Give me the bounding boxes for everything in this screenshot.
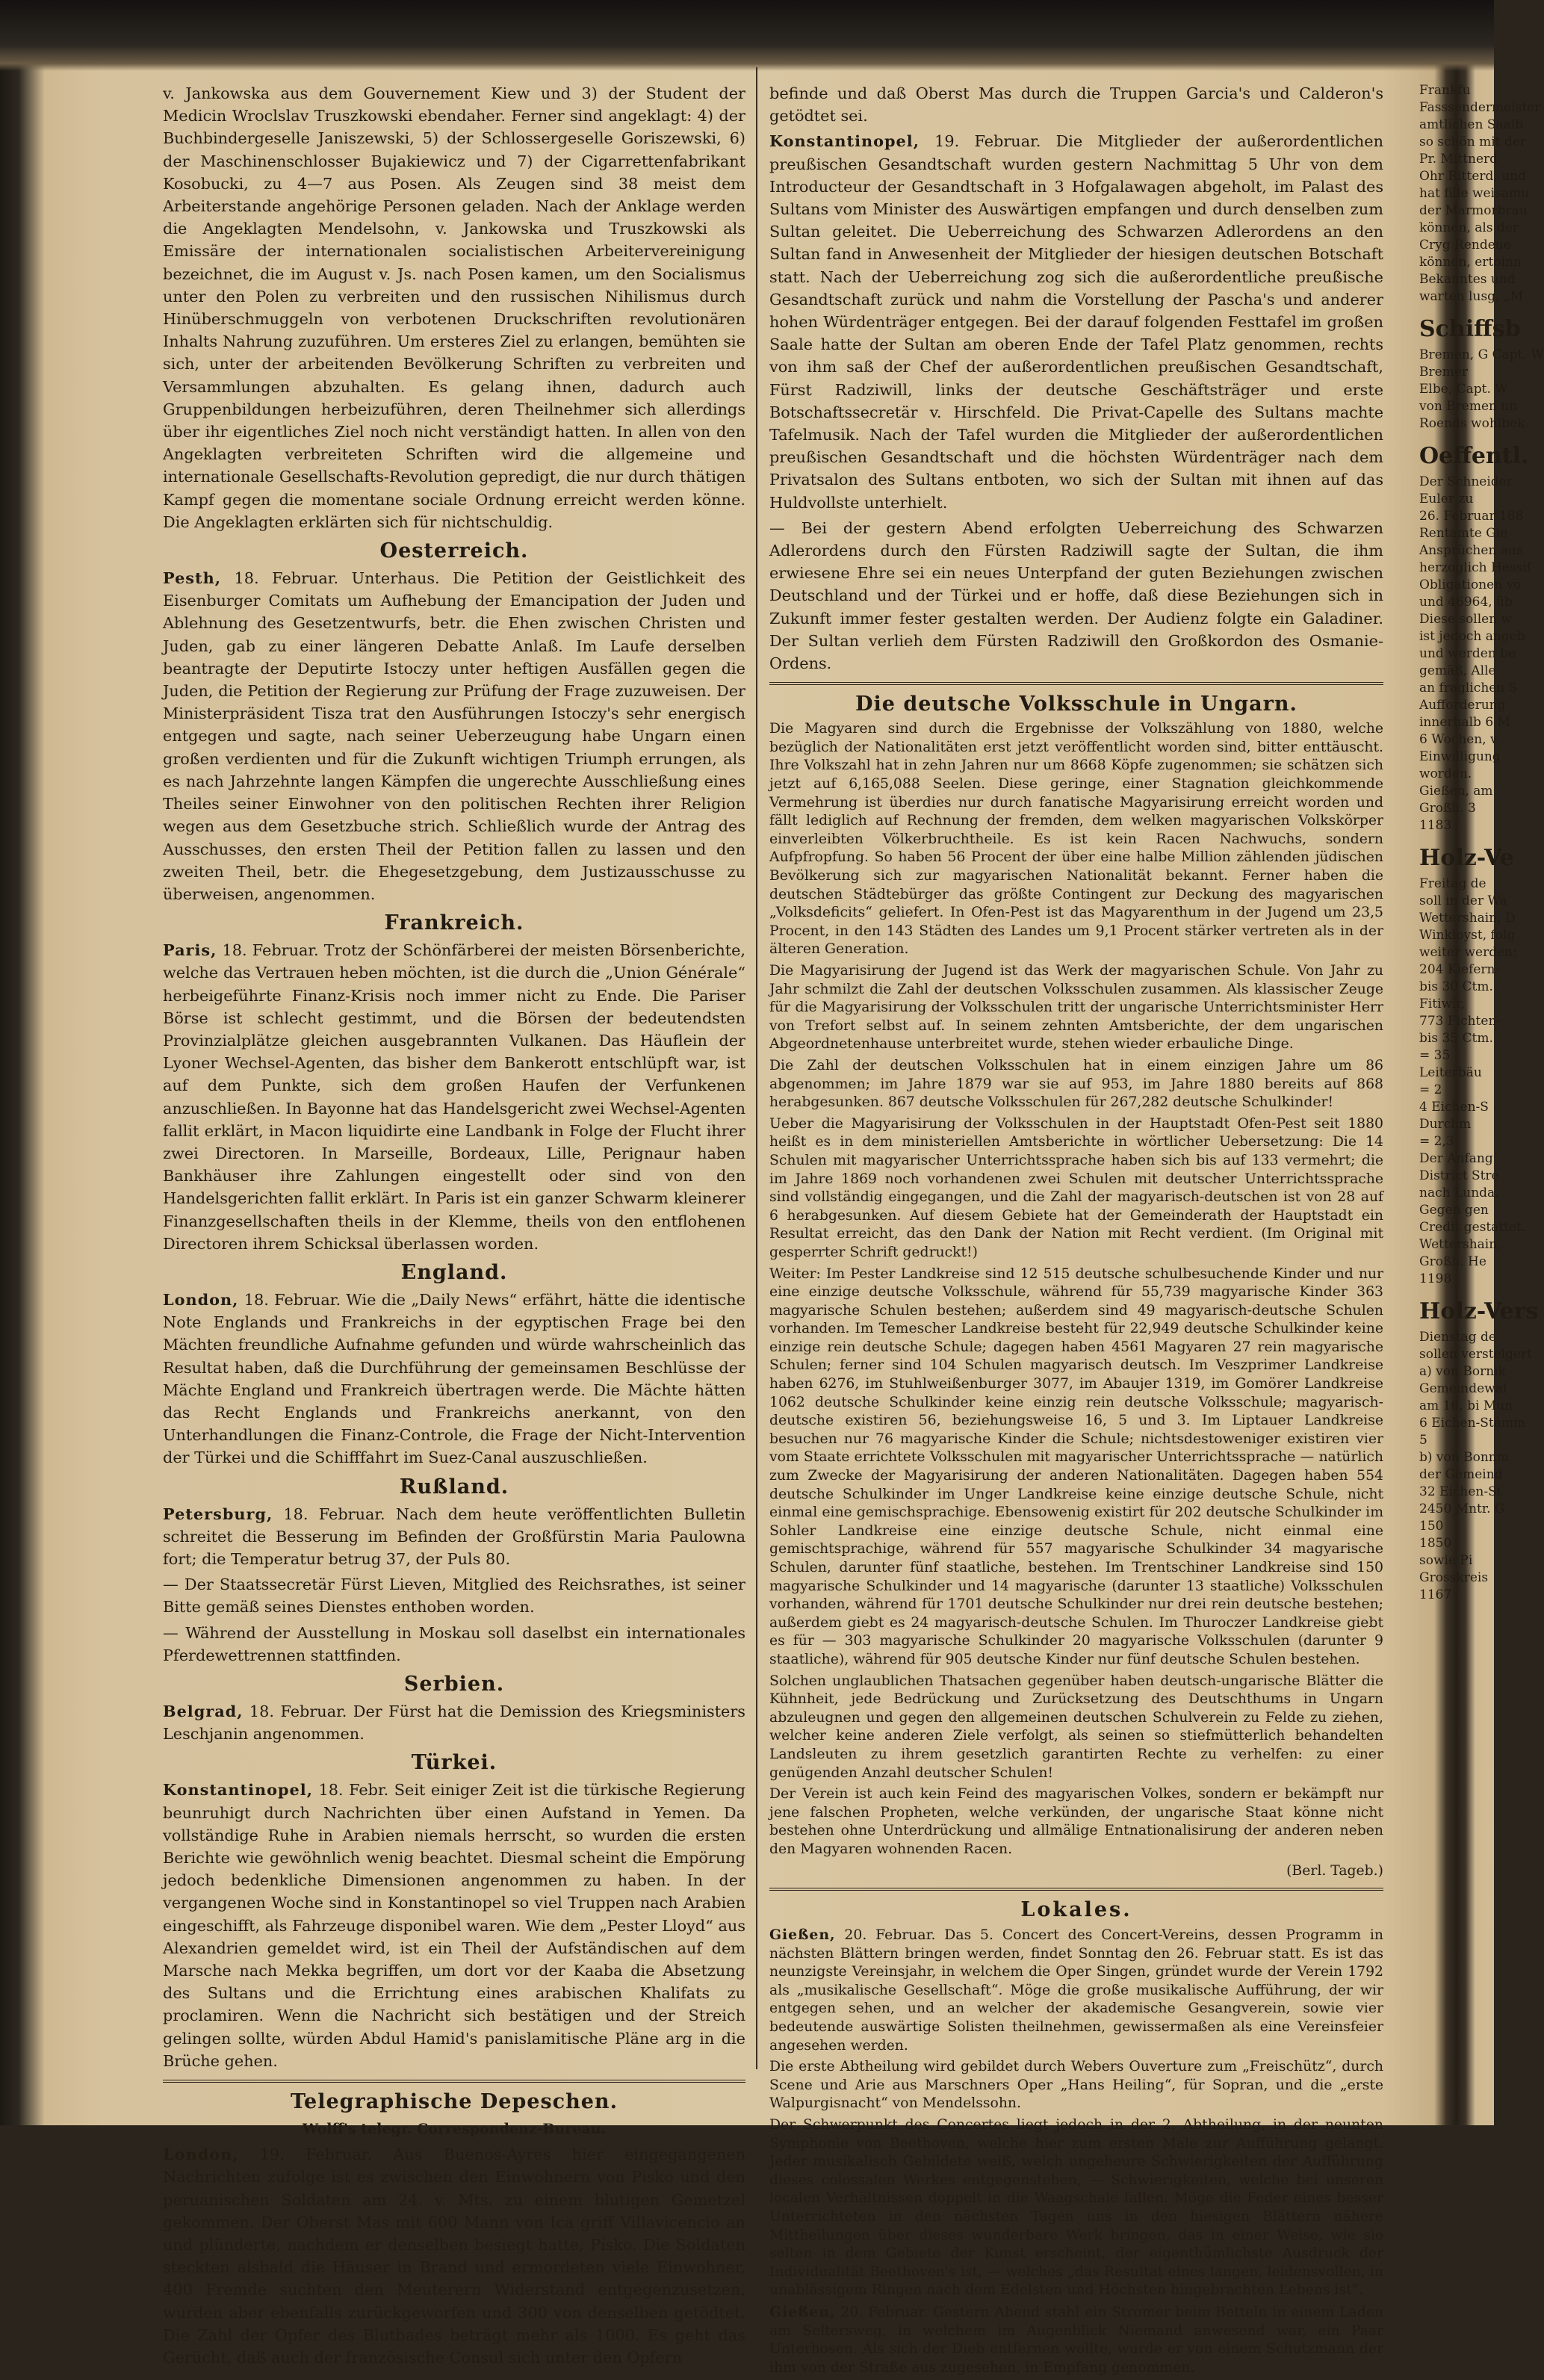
cropped-ad-line: Obligationen vo <box>1419 577 1522 592</box>
cropped-ad-line: können, ertoinn <box>1419 255 1522 270</box>
cropped-ad-line: Wettershain, D <box>1419 911 1516 926</box>
cropped-ad-line: soll in der Wa <box>1419 893 1507 908</box>
article-volksschule <box>769 720 1383 1880</box>
cropped-ad-line: innerhalb 6 M <box>1419 715 1510 730</box>
column-left <box>163 82 745 2372</box>
column-right-cropped <box>1419 82 1544 1604</box>
cropped-ad-line: 6 Wochen, v <box>1419 732 1498 747</box>
section-heading-volksschule: Die deutsche Volksschule in Ungarn. <box>855 692 1297 716</box>
article-london-2-text: 19. Februar. Aus Buenos-Ayres hier eingegangenen Nachrichten zufolge ist es zwischen den Einwohnern von Pisko und den peruanischen Soldaten am 24. v. Mts. zu einem blutigen Gemetzel gekommen. Der Oberst Mas mit 600 Mann von Ica griff Villavicencio an und plünderte, nachdem er denselben besiegt hatte, Pisko. Die Soldaten steckten alsbald die Häuser in Brand und ermordeten viele Einwohner, 400 Fremde suchten den Meuterern Widerstand entgegenzusetzen, wurden aber ebenfalls zurückgeworfen und 300 von denselben getödtet. Die Zahl der Opfer des Blutbades beträgt mehr als 1000. Es geht das Gerücht, daß auch der französische Consul sich unter den Opfern <box>163 2145 745 2367</box>
cropped-ad-line: Ansprüchen aus <box>1419 543 1523 558</box>
cropped-ad-line: 150 <box>1419 1519 1444 1534</box>
ad-block-frankfurt <box>1419 82 1541 306</box>
article-london-2-continued: befinde und daß Oberst Mas durch die Truppen Garcia's und Calderon's getödtet sei. <box>769 84 1383 125</box>
cropped-ad-line: b) von Bonnm <box>1419 1450 1509 1465</box>
heading-schiffsberichte: Schiffsb <box>1419 316 1521 342</box>
dateline-giessen-1: Gießen, <box>769 1927 836 1944</box>
volksschule-paragraph-7: Der Verein ist auch kein Feind des magyarischen Volkes, sondern er bekämpft nur jene falschen Propheten, welche verkünden, der ungarische Staat könne nicht bestehen ohne Unterdrückung und allmälige Entnationalisirung der anderen neben den Magyaren wohnenden Racen. <box>769 1786 1383 1857</box>
article-paris <box>163 939 745 1255</box>
cropped-ad-line: Euler zu <box>1419 492 1474 506</box>
cropped-ad-line: von Bremen un <box>1419 399 1518 414</box>
cropped-ad-line: Cryg Rendeue <box>1419 238 1511 252</box>
cropped-ad-line: 204 Kiefern- <box>1419 962 1500 977</box>
section-heading-oesterreich: Oesterreich. <box>379 539 529 563</box>
article-petersburg-3: — Während der Ausstellung in Moskau soll daselbst ein internationales Pferdewettrennen stattfinden. <box>163 1623 745 1664</box>
ad-block-schiffs <box>1419 347 1544 433</box>
volksschule-paragraph-5: Weiter: Im Pester Landkreise sind 12 515 deutsche schulbesuchende Kinder und nur eine einzige deutsche Volksschule, während für 55,739 magyarische Kinder 363 magyarische Schulen bestehen; außerdem sind 49 magyarisch-deutsche Schulen vorhanden. Im Temescher Landkreise besteht für 22,949 deutsche Schulkinder keine einzige rein deutsche Schule; dagegen haben 4561 Magyaren 27 rein magyarische Schulen; ferner sind 104 Schulen magyarisch deutsch. Im Veszprimer Landkreise haben 6276, im Stuhlweißenburger 3077, im Abaujer 1319, im Gomörer Landkreise 1062 deutsche Schulkinder keine einzig rein deutsche Volksschule; magyarisch-deutsche existiren 56, beziehungsweise 16, 5 und 3. Im Liptauer Landkreise besuchen nur 76 magyarische Kinder die Schule; nichtsdestoweniger existiren vier vom Staate errichtete Volksschulen mit magyarischer Unterrichtssprache — natürlich zum Zwecke der Magyarisirung der anderen Nationalitäten. Dagegen haben 554 deutsche Schulkinder im Unger Landkreise keine einzige deutsche Schule, nicht einmal eine gemischsprachige. Ebensowenig existirt für 202 deutsche Schulkinder im Sohler Landkreise eine einzige deutsche Schule, nicht einmal eine gemischtsprachige, während für 557 magyarische Schulkinder 34 magyarische Schulen, darunter fünf staatliche, bestehen. Im Trentschiner Landkreise sind 150 magyarische Schulkinder und 14 magyarische (darunter 13 staatliche) Volksschulen vorhanden, während für 1701 deutsche Schulkinder nur drei rein deutsche bestehen; außerdem giebt es 24 magyarisch-deutsche Schulen. Im Thuroczer Landkreise giebt es für — 303 magyarische Schulkinder 20 magyarische Volksschulen (darunter 9 staatliche), während für 905 deutsche Kinder nur fünf deutsche Schulen bestehen. <box>769 1265 1383 1667</box>
article-konstantinopel-2 <box>769 130 1383 513</box>
cropped-ad-line: = 35 <box>1419 1048 1451 1063</box>
cropped-ad-line: an fraglichen S <box>1419 681 1518 695</box>
column-divider-1 <box>756 67 757 2069</box>
cropped-ad-line: 1850 <box>1419 1536 1452 1551</box>
section-heading-tuerkei: Türkei. <box>411 1751 497 1775</box>
cropped-ad-line: Frankfu <box>1419 83 1471 98</box>
cropped-ad-line: Winkloyst, folg <box>1419 928 1516 943</box>
article-petersburg-text: 18. Februar. Nach dem heute veröffentlichten Bulletin schreitet die Besserung im Befinden der Großfürstin Maria Paulowna fort; die Temperatur betrug 37, der Puls 80. <box>163 1504 745 1568</box>
cropped-ad-line: 773 Fichten- <box>1419 1014 1501 1029</box>
cropped-ad-line: Einwilligung <box>1419 749 1501 764</box>
section-rule <box>163 2080 745 2083</box>
section-heading-telegraph: Telegraphische Depeschen. <box>291 2090 618 2114</box>
cropped-ad-line: Bremer <box>1419 365 1468 379</box>
cropped-ad-line: Diese sollen w <box>1419 612 1513 627</box>
cropped-ad-line: Bremen, G Capt. W <box>1419 347 1544 362</box>
cropped-ad-line: Bekanntes und <box>1419 272 1516 287</box>
cropped-ad-line: 1167 <box>1419 1587 1452 1602</box>
cropped-ad-line: worden. <box>1419 766 1472 781</box>
cropped-ad-line: amtlichen Saalb <box>1419 117 1524 132</box>
cropped-ad-line: 26. Februar 188 <box>1419 509 1524 524</box>
section-rule <box>769 1888 1383 1891</box>
cropped-ad-line: können, als der <box>1419 220 1519 235</box>
ad-block-oeffentlich <box>1419 474 1532 834</box>
volksschule-paragraph-6: Solchen unglaublichen Thatsachen gegenüber haben deutsch-ungarische Blätter die Kühnheit, jede Bedrückung und Zurücksetzung des Deutschthums in Ungarn abzuleugnen und gegen den allgemeinen deutschen Schulverein zu Felde zu ziehen, welcher keine anderen Ziele verfolgt, als seinen so stiefmütterlich behandelten Landsleuten zu ihrem gesetzlich garantirten Rechte zu verhelfen: zu einer genügenden Anzahl deutscher Schulen! <box>769 1673 1383 1781</box>
cropped-ad-line: Pr. Mittnerd <box>1419 152 1498 167</box>
cropped-ad-line: = 2 <box>1419 1082 1442 1097</box>
cropped-ad-line: sowie Pi <box>1419 1553 1473 1568</box>
section-heading-lokales: Lokales. <box>1020 1898 1132 1922</box>
cropped-ad-line: = 2,3 <box>1419 1134 1454 1149</box>
dateline-pesth: Pesth, <box>163 568 221 588</box>
cropped-ad-line: Fitiwir, <box>1419 997 1466 1011</box>
article-giessen-1-paragraph-3: Der Schwerpunkt des Concertes liegt jedoch in der 2. Abtheilung, in der neunten Symphonie von Beethoven, welche hier zum ersten Male zur Aufführung gelangt. Jeder musikalisch Gebildete weiß, welch ungeheure Schwierigkeiten der Aufführung dieses colossalen Werkes entgegenstehen, — Schwierigkeiten, welche bei unseren localen Verhältnissen doppelt in die Waagschale fallen. Möge die Feder eines besser Unterrichteten in den nächsten Tagen uns in den hiesigen Blättern nähere Mittheilungen über dieses wunderbare Werk bringen, das in einer Weise, wie sie selten in dem Gebiete der Kunst erscheint, der eigenthümlichste Ausdruck der Individualität Beethoven's ist, — welches „das Resultat eines langen, leidensvollen, in unablässigem Ringen nach dem Edelsten und Höchsten hingebrachten Lebens ist“. <box>769 2117 1383 2299</box>
cropped-ad-line: bis 30 Ctm. <box>1419 979 1493 994</box>
section-heading-russland: Rußland. <box>399 1475 509 1499</box>
cropped-ad-line: Aufforderung <box>1419 698 1506 713</box>
article-giessen-1-text: 20. Februar. Das 5. Concert des Concert-Vereins, dessen Programm in nächsten Blättern bringen werden, findet Sonntag den 26. Februar statt. Es ist das neunzigste Vereinsjahr, in welchem die Oper Singen, gründet wurde der Verein 1792 als „musikalische Gesellschaft“. Möge die große musikalische Aufführung, der wir entgegen sehen, und an welcher der akademische Gesangverein, sowie vier bedeutende auswärtige Solisten theilnehmen, gewissermaßen als eine Vereinsfeier angesehen werden. <box>769 1927 1383 2054</box>
cropped-ad-line: hat fille weisamu <box>1419 186 1529 201</box>
cropped-ad-line: 6 Eichen-Stämm <box>1419 1416 1526 1431</box>
volksschule-paragraph-4: Ueber die Magyarisirung der Volksschulen in der Hauptstadt Ofen-Pest seit 1880 heißt es in dem ministeriellen Amtsberichte in wörtlicher Uebersetzung: Die 14 Schulen mit magyarischer Unterrichtssprache haben sich bis auf 133 vermehrt; die im Jahre 1869 noch vorhandenen zwei Schulen mit deutscher Unterrichtssprache sind vollständig eingegangen, und die Zahl der magyarisch-deutschen ist von 28 auf 6 herabgesunken. Auf diesem Gebiete hat der Gemeinderath der Hauptstadt ein Resultat erreicht, das den Dank der Nation mit Recht verdient. (Im Original mit gesperrter Schrift gedruckt!) <box>769 1115 1383 1260</box>
article-konstantinopel-2-more: — Bei der gestern Abend erfolgten Ueberreichung des Schwarzen Adlerordens durch den Fürsten Radziwill sagte der Sultan, die ihm erwiesene Ehre sei ein neues Unterpfand der guten Beziehungen zwischen Deutschland und der Türkei und er hoffe, daß diese Beziehungen sich in Zukunft immer fester gestalten werden. Der Audienz folgte ein Galadiner. Der Sultan verlieh dem Fürsten Radziwill den Großkordon des Osmanie-Ordens. <box>769 518 1383 673</box>
article-giessen-1 <box>769 1926 1383 2055</box>
article-giessen-2-text: 20. Februar. Gestern Abend stahl ein Stromer beim Betteln in einem Laden am Seltersweg, in welchem im Augenblick Niemand anwesend war, ein Paar Unterhosen. Als sich der Dieb entfernen wollte, wurde er von einem Schutzmann der ihm von der Straße aus zugesehen, in Empfang genommen. <box>769 2304 1383 2376</box>
dateline-london: London, <box>163 1289 239 1309</box>
cropped-ad-line: so schön mit der <box>1419 134 1527 149</box>
article-london-text: 18. Februar. Wie die „Daily News“ erfährt, hätte die identische Note Englands und Frankreichs in der egyptischen Frage bei den Mächten freundliche Aufnahme gefunden und würde wahrscheinlich das Resultat haben, daß die Durchführung der gemeinsamen Beschlüsse der Mächte England und Frankreich übertragen werde. Die Mächte hätten das Recht Englands und Frankreichs anerkannt, von den Unterhandlungen die Finanz-Controle, die Frage der Nicht-Intervention der Türkei und die Schifffahrt im Suez-Canal auszuschließen. <box>163 1290 745 1467</box>
article-giessen-2 <box>769 2303 1383 2377</box>
dateline-konstantinopel-1: Konstantinopel, <box>163 1780 313 1800</box>
cropped-ad-line: Roends wohlbek <box>1419 416 1525 431</box>
cropped-ad-line: Gegen gen <box>1419 1203 1489 1218</box>
article-pesth <box>163 567 745 905</box>
article-konstantinopel-1 <box>163 1779 745 2072</box>
cropped-ad-line: und werden be <box>1419 646 1516 661</box>
cropped-ad-line: 5 <box>1419 1433 1427 1448</box>
ad-block-holz-2 <box>1419 1329 1532 1604</box>
newspaper-page <box>0 82 1544 2376</box>
cropped-ad-line: herzoglich Hessiſ <box>1419 560 1532 575</box>
article-london <box>163 1289 745 1469</box>
cropped-ad-line: weiter werden: <box>1419 945 1517 960</box>
section-heading-frankreich: Frankreich. <box>384 911 524 935</box>
cropped-ad-line: 1198 <box>1419 1271 1452 1286</box>
scan-top-edge <box>0 0 1494 71</box>
article-petersburg-2: — Der Staatssecretär Fürst Lieven, Mitglied des Reichsrathes, ist seiner Bitte gemäß seines Dienstes enthoben worden. <box>163 1575 745 1617</box>
cropped-ad-line: Freitag de <box>1419 876 1486 891</box>
article-petersburg <box>163 1503 745 1571</box>
article-belgrad <box>163 1700 745 1745</box>
cropped-ad-line: Grosskreis <box>1419 1570 1489 1585</box>
column-middle <box>769 82 1383 2380</box>
dateline-giessen-2: Gießen, <box>769 2303 836 2320</box>
ad-block-holz-1 <box>1419 876 1526 1288</box>
section-rule <box>769 682 1383 685</box>
section-heading-england: England. <box>400 1260 508 1284</box>
cropped-ad-line: Leiterbäu <box>1419 1065 1482 1080</box>
cropped-ad-line: ist jedoch angeb <box>1419 629 1525 644</box>
cropped-ad-line: Credit gestattet. <box>1419 1220 1526 1235</box>
cropped-ad-line: 32 Eichen-St <box>1419 1484 1502 1499</box>
article-intro: v. Jankowska aus dem Gouvernement Kiew und 3) der Student der Medicin Wroclslav Truszkowski ebendaher. Ferner sind angeklagt: 4) der Buchbindergeselle Janiszewski, 5) der Schlossergeselle Goriszewski, 6) der Maschinenschlosser Bujakiewicz und 7) der Cigarrettenfabrikant Kosobucki, zu 4—7 aus Posen. Als Zeugen sind 38 meist dem Arbeiterstande angehörige Personen geladen. Nach der Anklage werden die Angeklagten Mendelsohn, v. Jankowska und Truszkowski als Emissäre der internationalen socialistischen Arbeitervereinigung bezeichnet, die im August v. Js. nach Posen kamen, um den Socialismus unter den Polen zu verbreiten und den russischen Nihilismus durch Hinüberschmuggeln von verbotenen Druckschriften revolutionären Inhalts Nahrung zuzuführen. Um ersteres Ziel zu erlangen, bemühten sie sich, unter der arbeitenden Bevölkerung Schriften zu verbreiten und Versammlungen abzuhalten. Es gelang ihnen, dadurch auch Gruppenbildungen herbeizuführen, deren Theilnehmer sich allerdings über ihr eigentliches Ziel noch nicht verständigt hatten. In allen von den Angeklagten verbreiteten Schriften wird die allgemeine und internationale Gesellschafts-Revolution gepredigt, die nur durch thätigen Kampf gegen die momentane sociale Ordnung erreicht werden könne. Die Angeklagten erklärten sich für nichtschuldig. <box>163 84 745 531</box>
cropped-ad-line: Fasssendermeister <box>1419 100 1541 115</box>
heading-holz-versteigerung-1: Holz-Ve <box>1419 845 1514 871</box>
article-pesth-text: 18. Februar. Unterhaus. Die Petition der Geistlichkeit des Eisenburger Comitats um Aufhebung der Emancipation der Juden und Ablehnung des Gesetzentwurfs, betr. die Ehen zwischen Christen und Juden, gab zu einer längeren Debatte Anlaß. Im Laufe derselben beantragte der Deputirte Istoczy unter heftigen Ausfällen gegen die Juden, die Petition der Regierung zur Prüfung der Frage zuzuweisen. Der Ministerpräsident Tisza trat den Ausführungen Istoczy's sehr energisch entgegen und sagte, nach seiner Ueberzeugung habe Ungarn einen großen verdienten und für die Zukunft wichtigen Triumph errungen, als es nach Jahrzehnte langen Kämpfen die ungerechte Ausschließung eines Theiles seiner Einwohner von den politischen Rechten ihrer Religion wegen aus dem Gesetzbuche strich. Schließlich wurde der Antrag des Ausschusses, den ersten Theil der Petition fallen zu lassen und den zweiten Theil, betr. die Ehegesetzgebung, dem Justizausschusse zu überweisen, angenommen. <box>163 569 745 903</box>
cropped-ad-line: Durchm <box>1419 1117 1472 1132</box>
article-giessen-1-paragraph-2: Die erste Abtheilung wird gebildet durch Webers Ouverture zum „Freischütz“, durch Scene und Arie aus Marschners Oper „Hans Heiling“, für Sopran, und die „erste Walpurgisnacht“ von Mendelssohn. <box>769 2059 1383 2112</box>
article-belgrad-text: 18. Februar. Der Fürst hat die Demission des Kriegsministers Leschjanin angenommen. <box>163 1702 745 1744</box>
cropped-ad-line: Gießen, am <box>1419 784 1493 799</box>
cropped-ad-line: sollen versteigert <box>1419 1347 1532 1362</box>
cropped-ad-line: a) von Bornik <box>1419 1364 1506 1379</box>
cropped-ad-line: Rentamte Gie <box>1419 526 1508 541</box>
cropped-ad-line: 1183 <box>1419 818 1452 833</box>
dateline-london-2: London, <box>163 2145 239 2164</box>
dateline-konstantinopel-2: Konstantinopel, <box>769 131 920 151</box>
cropped-ad-line: Der Anfang <box>1419 1151 1493 1166</box>
section-heading-serbien: Serbien. <box>403 1673 505 1696</box>
article-konstantinopel-2-text: 19. Februar. Die Mitglieder der außerordentlichen preußischen Gesandtschaft wurden gestern Nachmittag 5 Uhr von dem Introducteur der Gesandtschaft in 3 Hofgalawagen abgeholt, im Palast des Sultans vom Minister des Auswärtigen empfangen und durch denselben zum Sultan geleitet. Die Ueberreichung des Schwarzen Adlerordens an den Sultan fand in Anwesenheit der Mitglieder der hiesigen deutschen Botschaft statt. Nach der Ueberreichung zog sich die außerordentliche preußische Gesandtschaft zurück und nahm die Vorstellung der Pascha's und anderer hohen Würdenträger entgegen. Bei der darauf folgenden Festtafel im großen Saale hatte der Sultan am oberen Ende der Tafel Platz genommen, rechts von ihm saß der Chef der außerordentlichen preußischen Gesandtschaft, Fürst Radziwill, links der deutsche Geschäftsträger und erste Botschaftssecretär v. Hirschfeld. Die Privat-Capelle des Sultans machte Tafelmusik. Nach der Tafel wurden die Mitglieder der außerordentlichen preußischen Gesandtschaft und die höchsten Würdenträger nach dem Privatsalon des Sultans entboten, wo sich der Sultan mit ihnen auf das Huldvollste unterhielt. <box>769 132 1383 512</box>
volksschule-paragraph-3: Die Zahl der deutschen Volksschulen hat in einem einzigen Jahre um 86 abgenommen; im Jahre 1879 war sie auf 953, im Jahre 1880 bereits auf 868 herabgesunken. 867 deutsche Volksschulen für 267,282 deutsche Schulkinder! <box>769 1057 1383 1111</box>
cropped-ad-line: und 46964, üb <box>1419 595 1513 610</box>
cropped-ad-line: District Stre <box>1419 1168 1499 1183</box>
cropped-ad-line: Wettershain, <box>1419 1237 1501 1252</box>
article-paris-text: 18. Februar. Trotz der Schönfärberei der meisten Börsenberichte, welche das Vertrauen heben möchten, ist die durch die „Union Générale“ herbeigeführte Finanz-Krisis noch immer nicht zu Ende. Die Pariser Börse ist schlecht gestimmt, und die Börsen der bedeutendsten Provinzialplätze gleichen ausgebrannten Vulkanen. Das Häuflein der Lyoner Wechsel-Agenten, das bisher dem Bankerott entschlüpft war, ist auf dem Punkte, sich dem großen Haufen der Verfunkenen anzuschließen. In Bayonne hat das Handelsgericht zwei Wechsel-Agenten fallit erklärt, in Macon liquidirte eine Landbank in Folge der Flucht ihrer zwei Directoren. In Marseille, Bordeaux, Lille, Perignaur haben Bankhäuser ihre Zahlungen eingestellt oder sind von den Handelsgerichten fallit erklärt. In Paris ist ein ganzer Schwarm kleinerer Finanzgesellschaften theils in der Klemme, theils von den entflohenen Directoren ihrem Schicksal überlassen worden. <box>163 941 745 1253</box>
heading-holz-versteigerung-2: Holz-Vers <box>1419 1298 1539 1324</box>
cropped-ad-line: Gemeindewal <box>1419 1381 1507 1396</box>
cropped-ad-line: 2450 Mntr. G <box>1419 1502 1505 1516</box>
cropped-ad-line: Dienstag de <box>1419 1330 1496 1345</box>
cropped-ad-line: Großh. 3 <box>1419 801 1476 816</box>
cropped-ad-line: am 16, bi Mun <box>1419 1398 1513 1413</box>
cropped-ad-line: der Gemeind <box>1419 1467 1503 1482</box>
cropped-ad-line: 4 Eichen-S <box>1419 1100 1489 1115</box>
wolff-byline: Wolff's telegr. Correspondenz-Bureau. <box>302 2121 607 2138</box>
cropped-ad-line: bis 35 Ctm. <box>1419 1031 1493 1046</box>
dateline-paris: Paris, <box>163 940 217 960</box>
article-konstantinopel-1-text: 18. Febr. Seit einiger Zeit ist die türkische Regierung beunruhigt durch Nachrichten über einen Aufstand in Yemen. Da vollständige Ruhe in Arabien niemals herrscht, so wurden die ersten Berichte wie gewöhnlich wenig beachtet. Diesmal scheint die Empörung jedoch bedenkliche Dimensionen angenommen zu haben. In der vergangenen Woche sind in Konstantinopel so viel Truppen nach Arabien eingeschifft, als Fahrzeuge disponibel waren. Wie dem „Pester Lloyd“ aus Alexandrien gemeldet wird, ist ein Theil der Aufständischen auf dem Marsche nach Mekka begriffen, um dort vor der Kaaba die Absetzung des Sultans und die Errichtung eines arabischen Khalifats zu proclamiren. Wenn die Nachricht sich bestätigen und der Streich gelingen sollte, würden Abdul Hamid's panislamitische Pläne arg in die Brüche gehen. <box>163 1781 745 2070</box>
cropped-ad-line: Elbe, Capt. W <box>1419 382 1508 397</box>
volksschule-paragraph-2: Die Magyarisirung der Jugend ist das Werk der magyarischen Schule. Von Jahr zu Jahr schmilzt die Zahl der deutschen Volksschulen zusammen. Als klassischer Zeuge für die Magyarisirung der Volksschulen tritt der ungarische Unterrichtsminister Herr von Trefort selbst auf. In seinem zehnten Amtsberichte, der dem ungarischen Abgeordnetenhause unterbreitet wurde, stehen wieder erbauliche Dinge. <box>769 963 1383 1053</box>
cropped-ad-line: Ohr Ritterd, und <box>1419 169 1526 184</box>
volksschule-source: (Berl. Tageb.) <box>1286 1862 1383 1879</box>
cropped-ad-line: der Marmorbrau <box>1419 203 1528 218</box>
cropped-ad-line: Der Schneider <box>1419 474 1513 489</box>
article-london-2 <box>163 2143 745 2369</box>
cropped-ad-line: warten lusg, „M <box>1419 289 1524 304</box>
cropped-ad-line: gemäß, Alle <box>1419 663 1496 678</box>
heading-oeffentlich: Oeffentl. <box>1419 443 1529 469</box>
cropped-ad-line: nach Lunda, <box>1419 1186 1499 1200</box>
dateline-petersburg: Petersburg, <box>163 1504 273 1523</box>
dateline-belgrad: Belgrad, <box>163 1702 244 1720</box>
cropped-ad-line: Großh. He <box>1419 1254 1486 1269</box>
volksschule-paragraph-1: Die Magyaren sind durch die Ergebnisse der Volkszählung von 1880, welche bezüglich der Nationalitäten erst jetzt veröffentlicht worden sind, bitter enttäuscht. Ihre Volkszahl hat in zehn Jahren nur um 8668 Köpfe zugenommen; sie schätzen sich jetzt auf 6,165,088 Seelen. Diese geringe, einer Stagnation gleichkommende Vermehrung ist überdies nur durch fanatische Magyarisirung erreicht worden und fällt lediglich auf Rechnung der fremden, dem welken magyarischen Volkskörper einverleibten Völkerbruchtheile. Es ist kein Racen Nachwuchs, sondern Aufpfropfung. So haben 56 Procent der über eine halbe Million zählenden jüdischen Bevölkerung sich zur magyarischen Nationalität bekannt. Ferner haben die deutschen Städtebürger das größte Contingent zur Deckung des magyarischen „Volksdeficits“ geliefert. In Ofen-Pest ist das Magyarenthum in der Jugend um 23,5 Procent, in den 143 Städten des Landes um 9,1 Procent stärker vertreten als in der älteren Generation. <box>769 721 1383 958</box>
article-lokales <box>769 1926 1383 2377</box>
